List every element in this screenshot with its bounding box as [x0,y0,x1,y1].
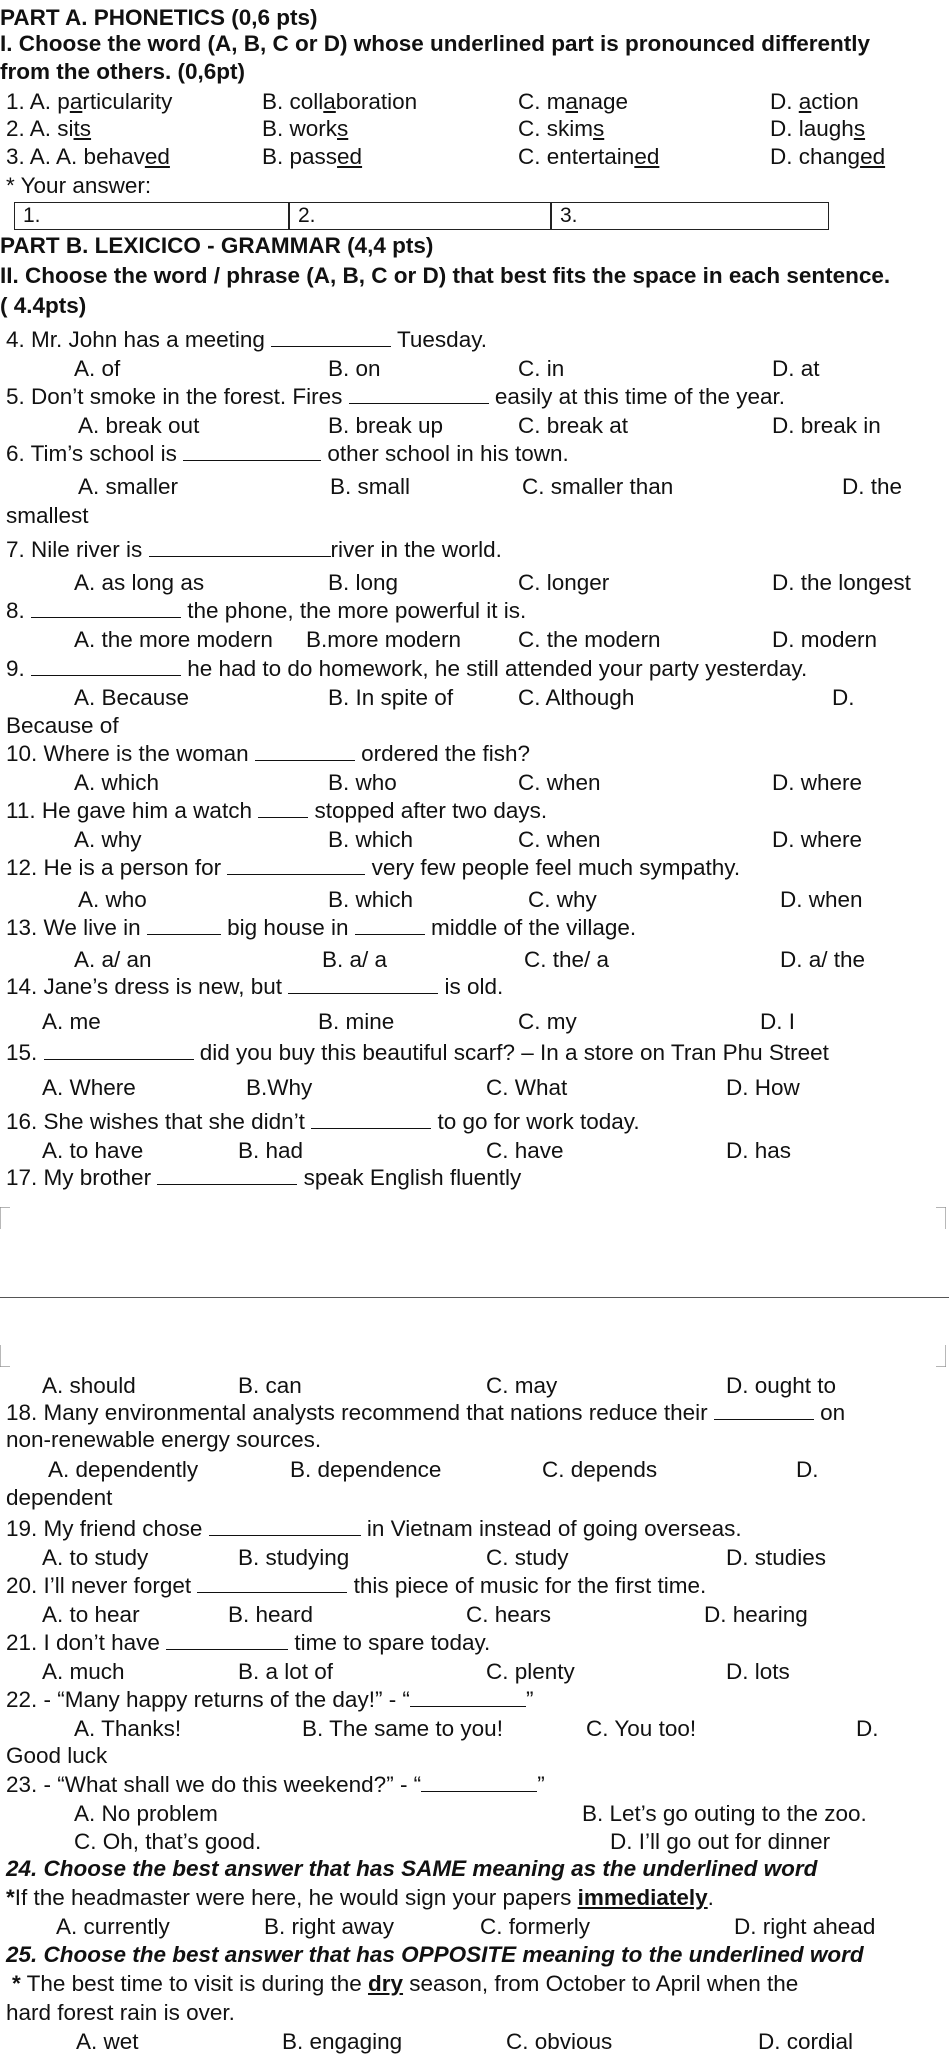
section-1-instruction-cont: from the others. (0,6pt) [0,59,246,84]
stem-text: the phone, the more powerful it is. [181,598,527,623]
underlined-sound: a [798,89,812,114]
question-14 [6,973,503,1001]
q16-option-b[interactable]: B. had [238,1138,304,1163]
stem-text: on [813,1400,846,1425]
stem-text: 5. Don’t smoke in the forest. Fires [6,384,349,409]
q25-option-d[interactable]: D. cordial [758,2029,854,2054]
q17-option-b[interactable]: B. can [238,1373,302,1398]
stem-text: 4. Mr. John has a meeting [6,327,272,352]
stem-text: 14. Jane’s dress is new, but [6,974,289,999]
underlined-word: immediately [577,1885,708,1910]
answer-blank[interactable] [197,1574,347,1593]
question-23 [6,1771,545,1799]
q6-option-c[interactable]: C. smaller than [522,474,674,499]
q5-option-b[interactable]: B. break up [328,413,444,438]
answer-cell-3[interactable]: 3. [560,204,578,227]
q10-option-b[interactable]: B. who [328,770,397,795]
q6-option-b[interactable]: B. small [330,474,411,499]
stem-text: 18. Many environmental analysts recommend that nations reduce their [6,1400,714,1425]
option-text: C. skim [518,116,593,141]
answer-blank[interactable] [258,799,308,818]
stem-text: ordered the fish? [354,741,530,766]
q13-option-d[interactable]: D. a/ the [780,947,866,972]
option-text: ction [811,89,859,114]
q18-option-c[interactable]: C. depends [542,1457,658,1482]
bullet-star: * [12,1971,21,1996]
answer-blank[interactable] [44,1041,194,1060]
question-17 [6,1164,521,1192]
stem-text: 16. She wishes that she didn’t [6,1109,312,1134]
stem-text: 11. He gave him a watch [6,798,259,823]
q23-row1-option-b[interactable]: B. Let’s go outing to the zoo. [582,1801,867,1826]
q4-option-c[interactable]: C. in [518,356,565,381]
q22-option-d[interactable]: D. [856,1716,879,1741]
question-16 [6,1108,640,1136]
q13-option-b[interactable]: B. a/ a [322,947,388,972]
stem-text: 13. We live in [6,915,147,940]
stem-text: he had to do homework, he still attended your party yesterday. [181,656,808,681]
q16-option-c[interactable]: C. have [486,1138,564,1163]
answer-blank[interactable] [355,916,425,935]
question-22-wrap: Good luck [6,1743,108,1768]
q7-option-b[interactable]: B. long [328,570,399,595]
question-24-sentence [6,1884,714,1912]
stem-text: other school in his town. [321,441,569,466]
question-5 [6,383,785,411]
stem-text: 17. My brother [6,1165,158,1190]
bullet-star: * [6,1885,15,1910]
option-text: 3. A. A. behav [6,144,145,169]
q17-option-a[interactable]: A. should [42,1373,136,1398]
q11-option-c[interactable]: C. when [518,827,601,852]
stem-text: 6. Tim’s school is [6,441,184,466]
q14-option-c[interactable]: C. my [518,1009,577,1034]
underlined-sound: ed [634,144,660,169]
stem-text: is old. [438,974,504,999]
q8-option-d[interactable]: D. modern [772,627,878,652]
option-text: 2. A. si [6,116,74,141]
stem-text: The best time to visit is during the [20,1971,369,1996]
q10-option-d[interactable]: D. where [772,770,863,795]
stem-text: 7. Nile river is [6,537,149,562]
part-b-heading: PART B. LEXICICO - GRAMMAR (4,4 pts) [0,233,434,258]
answer-cell-1[interactable]: 1. [23,204,41,227]
q4-option-a[interactable]: A. of [74,356,121,381]
stem-text: ” [537,1772,545,1797]
question-22 [6,1686,533,1714]
q24-option-c[interactable]: C. formerly [480,1914,591,1939]
q13-option-a[interactable]: A. a/ an [74,947,152,972]
answer-blank[interactable] [288,975,438,994]
q20-option-d[interactable]: D. hearing [704,1602,808,1627]
q23-row2-option-b[interactable]: D. I’ll go out for dinner [610,1829,831,1854]
q15-option-b[interactable]: B.Why [246,1075,313,1100]
q13-option-c[interactable]: C. the/ a [524,947,610,972]
section-1-instruction: I. Choose the word (A, B, C or D) whose underlined part is pronounced differently [0,31,871,56]
question-18-cont: non-renewable energy sources. [6,1427,322,1452]
stem-text: 8. [6,598,32,623]
underlined-sound: s [853,116,866,141]
question-9 [6,655,807,683]
q20-option-c[interactable]: C. hears [466,1602,552,1627]
q7-option-c[interactable]: C. longer [518,570,610,595]
q8-option-a[interactable]: A. the more modern [74,627,273,652]
question-6 [6,440,569,468]
q16-option-a[interactable]: A. to have [42,1138,144,1163]
q10-option-a[interactable]: A. which [74,770,160,795]
question-20 [6,1572,706,1600]
page-corner-mark [0,1207,14,1229]
stem-text: to go for work today. [431,1109,640,1134]
stem-text: ” [525,1687,534,1712]
stem-text: did you buy this beautiful scarf? – In a store on Tran Phu Street [193,1040,829,1065]
underlined-sound: ed [144,144,170,169]
q12-option-a[interactable]: A. who [78,887,147,912]
q14-option-a[interactable]: A. me [42,1009,101,1034]
option-text: B. pass [262,144,338,169]
answer-blank[interactable] [349,385,489,404]
answer-blank[interactable] [271,328,391,347]
option-text: D. chang [770,144,861,169]
q5-option-d[interactable]: D. break in [772,413,881,438]
option-text: C. entertain [518,144,635,169]
q5-option-a[interactable]: A. break out [78,413,200,438]
q11-option-d[interactable]: D. where [772,827,863,852]
option-text: boration [335,89,418,114]
phonetics-q2-option-d[interactable] [770,115,865,143]
question-4 [6,326,487,354]
underlined-word: dry [368,1971,404,1996]
q8-option-b[interactable]: B.more modern [306,627,462,652]
answer-blank[interactable] [311,1110,431,1129]
answer-blank[interactable] [255,742,355,761]
question-19 [6,1515,742,1543]
option-text: 1. A. p [6,89,70,114]
underlined-sound: a [69,89,83,114]
section-2-instruction: II. Choose the word / phrase (A, B, C or D) that best fits the space in each sentence. [0,263,891,288]
q25-option-b[interactable]: B. engaging [282,2029,403,2054]
q14-option-d[interactable]: D. I [760,1009,796,1034]
q7-option-d[interactable]: D. the longest [772,570,911,595]
answer-blank[interactable] [147,916,221,935]
q21-option-a[interactable]: A. much [42,1659,125,1684]
underlined-sound: a [323,89,336,114]
q18-option-a[interactable]: A. dependently [48,1457,199,1482]
q9-option-c[interactable]: C. Although [518,685,635,710]
page-break-line [0,1297,949,1298]
stem-text: easily at this time of the year. [488,384,786,409]
q12-option-c[interactable]: C. why [528,887,597,912]
question-18-wrap: dependent [6,1485,113,1510]
q23-row2-option-a[interactable]: C. Oh, that’s good. [74,1829,262,1854]
q14-option-b[interactable]: B. mine [318,1009,395,1034]
stem-text: . [707,1885,714,1910]
question-9-wrap: Because of [6,713,119,738]
stem-text: 12. He is a person for [6,855,228,880]
stem-text: very few people feel much sympathy. [365,855,741,880]
q21-option-b[interactable]: B. a lot of [238,1659,334,1684]
answer-blank[interactable] [31,657,181,676]
q15-option-d[interactable]: D. How [726,1075,800,1100]
q10-option-c[interactable]: C. when [518,770,601,795]
phonetics-q2-option-c[interactable] [518,115,604,143]
stem-text: river in the world. [330,537,502,562]
q25-option-c[interactable]: C. obvious [506,2029,613,2054]
page-corner-mark [932,1345,946,1367]
underlined-sound: ed [860,144,886,169]
question-25-title: 25. Choose the best answer that has OPPOSITE meaning to the underlined word [6,1942,864,1967]
question-7 [6,536,502,564]
section-2-instruction-cont: ( 4.4pts) [0,293,87,318]
q5-option-c[interactable]: C. break at [518,413,629,438]
answer-blank[interactable] [714,1401,814,1420]
q11-option-b[interactable]: B. which [328,827,414,852]
underlined-sound: s [593,116,605,141]
phonetics-q1-option-c[interactable] [518,88,628,116]
answer-cell-2[interactable]: 2. [298,204,316,227]
underlined-sound: a [565,89,579,114]
q22-option-b[interactable]: B. The same to you! [302,1716,503,1741]
question-18 [6,1399,845,1427]
option-text: D. laugh [770,116,854,141]
stem-text: in Vietnam instead of going overseas. [360,1516,742,1541]
q12-option-b[interactable]: B. which [328,887,414,912]
stem-text: - “ [382,1687,410,1712]
q11-option-a[interactable]: A. why [74,827,142,852]
answer-blank[interactable] [183,442,321,461]
q25-option-a[interactable]: A. wet [76,2029,139,2054]
q19-option-d[interactable]: D. studies [726,1545,827,1570]
stem-text: middle of the village. [424,915,637,940]
question-21 [6,1629,490,1657]
stem-text: 22. - “Many happy returns of the day!” [6,1687,383,1712]
q21-option-c[interactable]: C. plenty [486,1659,575,1684]
option-text: D. [770,89,799,114]
question-15 [6,1039,829,1067]
question-24-title: 24. Choose the best answer that has SAME meaning as the underlined word [6,1856,818,1881]
question-25-cont: hard forest rain is over. [6,2000,235,2025]
answer-blank[interactable] [209,1517,361,1536]
question-8 [6,597,526,625]
underlined-sound: ed [337,144,363,169]
stem-text: 9. [6,656,32,681]
q15-option-a[interactable]: A. Where [42,1075,136,1100]
q18-option-b[interactable]: B. dependence [290,1457,442,1482]
q6-option-d[interactable]: D. the [842,474,903,499]
stem-text: 21. I don’t have [6,1630,167,1655]
phonetics-q1-option-b[interactable] [262,88,417,116]
stem-text: - “ [393,1772,422,1797]
q9-option-b[interactable]: B. In spite of [328,685,454,710]
phonetics-q2-option-a[interactable] [6,115,91,143]
stem-text: stopped after two days. [308,798,548,823]
stem-text: 19. My friend chose [6,1516,209,1541]
answer-blank[interactable] [157,1166,297,1185]
underlined-sound: ts [73,116,92,141]
stem-text: time to spare today. [288,1630,491,1655]
q4-option-d[interactable]: D. at [772,356,820,381]
answer-grid [14,202,829,230]
q15-option-c[interactable]: C. What [486,1075,568,1100]
phonetics-q3-option-c[interactable] [518,143,659,171]
q22-option-c[interactable]: C. You too! [586,1716,697,1741]
stem-text: big house in [220,915,355,940]
q7-option-a[interactable]: A. as long as [74,570,205,595]
q23-row1-option-a[interactable]: A. No problem [74,1801,218,1826]
q20-option-b[interactable]: B. heard [228,1602,314,1627]
question-13 [6,914,636,942]
q9-option-d[interactable]: D. [832,685,855,710]
phonetics-q3-option-b[interactable] [262,143,362,171]
phonetics-q1-option-a[interactable] [6,88,172,116]
q19-option-b[interactable]: B. studying [238,1545,350,1570]
q12-option-d[interactable]: D. when [780,887,863,912]
q16-option-d[interactable]: D. has [726,1138,792,1163]
q8-option-c[interactable]: C. the modern [518,627,661,652]
q17-option-c[interactable]: C. may [486,1373,558,1398]
underlined-sound: s [337,116,349,141]
stem-text: Tuesday. [391,327,488,352]
stem-text: speak English fluently [297,1165,522,1190]
stem-text: 10. Where is the woman [6,741,255,766]
question-6-wrap: smallest [6,503,89,528]
question-25-sentence [12,1970,798,1998]
question-11 [6,797,547,825]
part-a-heading: PART A. PHONETICS (0,6 pts) [0,5,318,30]
stem-text: 15. [6,1040,44,1065]
page-corner-mark [0,1345,14,1367]
q4-option-b[interactable]: B. on [328,356,381,381]
answer-blank[interactable] [31,599,181,618]
q24-option-a[interactable]: A. currently [56,1914,170,1939]
answer-blank[interactable] [410,1688,526,1707]
stem-text: this piece of music for the first time. [347,1573,707,1598]
answer-blank[interactable] [166,1631,288,1650]
q24-option-d[interactable]: D. right ahead [734,1914,876,1939]
stem-text: 20. I’ll never forget [6,1573,198,1598]
option-text: C. m [518,89,566,114]
page-corner-mark [932,1207,946,1229]
phonetics-q3-option-a[interactable] [6,143,170,171]
your-answer-label: * Your answer: [6,173,152,198]
answer-blank[interactable] [421,1773,537,1792]
q21-option-d[interactable]: D. lots [726,1659,790,1684]
stem-text: 23. - “What shall we do this weekend?” [6,1772,394,1797]
q22-option-a[interactable]: A. Thanks! [74,1716,182,1741]
option-text: nage [578,89,629,114]
q17-option-d[interactable]: D. ought to [726,1373,837,1398]
answer-blank[interactable] [227,856,365,875]
stem-text: If the headmaster were here, he would sign your papers [14,1885,578,1910]
question-12 [6,854,740,882]
phonetics-q2-option-b[interactable] [262,115,348,143]
q6-option-a[interactable]: A. smaller [78,474,179,499]
q20-option-a[interactable]: A. to hear [42,1602,140,1627]
question-10 [6,740,530,768]
stem-text: season, from October to April when the [403,1971,799,1996]
q18-option-d[interactable]: D. [796,1457,819,1482]
option-text: rticularity [82,89,173,114]
answer-blank[interactable] [149,538,331,557]
phonetics-q3-option-d[interactable] [770,143,885,171]
q19-option-c[interactable]: C. study [486,1545,569,1570]
option-text: B. work [262,116,338,141]
option-text: B. coll [262,89,324,114]
q9-option-a[interactable]: A. Because [74,685,190,710]
q24-option-b[interactable]: B. right away [264,1914,395,1939]
phonetics-q1-option-d[interactable] [770,88,859,116]
q19-option-a[interactable]: A. to study [42,1545,149,1570]
